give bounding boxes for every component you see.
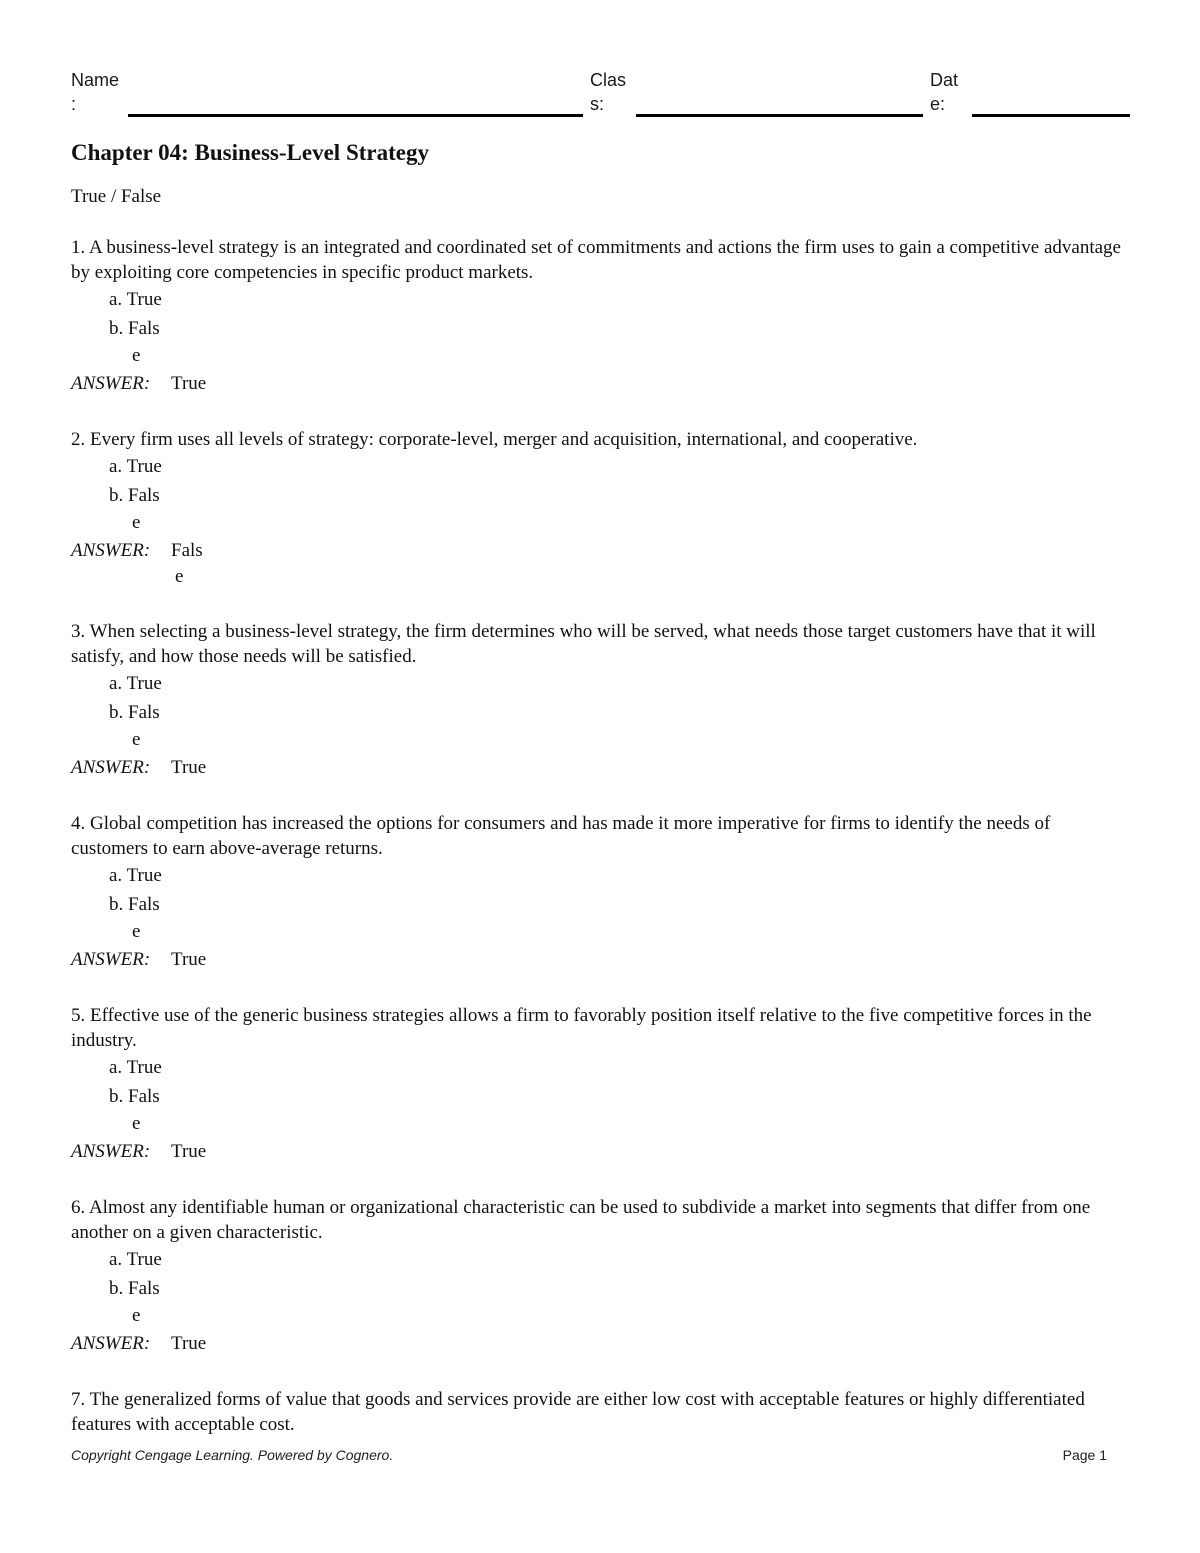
question-stem: 3. When selecting a business-level strategy, the firm determines who will be served, what needs those target customers have that it will satisfy, and how those needs will be satisfied. <box>71 621 1096 667</box>
answer-label: ANSWER: <box>71 1333 151 1354</box>
question-1 <box>71 235 1131 399</box>
option-true[interactable]: a. True <box>109 1249 162 1270</box>
answer-line <box>71 369 1131 399</box>
question-3 <box>71 619 1131 783</box>
option-true[interactable]: a. True <box>109 865 162 886</box>
class-label-part1: Clas <box>590 70 627 90</box>
answer-label: ANSWER: <box>71 1141 151 1162</box>
answer-label: ANSWER: <box>71 540 151 561</box>
section-heading: True / False <box>71 186 162 207</box>
question-stem: 4. Global competition has increased the options for consumers and has made it more imperative for firms to identify the needs of customers to earn above-average returns. <box>71 813 1051 859</box>
question-5 <box>71 1003 1131 1167</box>
answer-line <box>71 753 1131 783</box>
question-stem: 2. Every firm uses all levels of strategy: corporate-level, merger and acquisition, international, and cooperative. <box>71 429 918 450</box>
chapter-title: Chapter 04: Business-Level Strategy <box>71 140 429 165</box>
answer-line <box>71 1137 1131 1167</box>
page-number: Page 1 <box>1062 1447 1107 1463</box>
student-info-header <box>71 70 1131 126</box>
answer-value: True <box>171 1141 207 1162</box>
question-stem: 5. Effective use of the generic business strategies allows a firm to favorably position itself relative to the five competitive forces in the industry. <box>71 1005 1092 1051</box>
page-footer <box>71 1447 1107 1469</box>
option-false[interactable]: b. Fals e <box>109 1278 160 1326</box>
copyright-text: Copyright Cengage Learning. Powered by Cognero. <box>71 1447 394 1463</box>
class-label-part2: s: <box>590 94 605 114</box>
answer-line <box>71 1329 1131 1359</box>
question-stem: 7. The generalized forms of value that goods and services provide are either low cost with acceptable features or highly differentiated features with acceptable cost. <box>71 1389 1085 1435</box>
option-true[interactable]: a. True <box>109 289 162 310</box>
option-false[interactable]: b. Fals e <box>109 485 160 533</box>
name-blank-line[interactable] <box>128 114 583 117</box>
answer-line <box>71 945 1131 975</box>
question-6 <box>71 1195 1131 1359</box>
answer-label: ANSWER: <box>71 757 151 778</box>
answer-label: ANSWER: <box>71 949 151 970</box>
class-blank-line[interactable] <box>636 114 923 117</box>
answer-value: True <box>171 373 207 394</box>
question-stem: 1. A business-level strategy is an integrated and coordinated set of commitments and actions the firm uses to gain a competitive advantage by exploiting core competencies in specific product markets. <box>71 237 1121 283</box>
answer-value-part2: e <box>175 566 184 587</box>
answer-line <box>71 536 1131 592</box>
option-true[interactable]: a. True <box>109 1057 162 1078</box>
option-false[interactable]: b. Fals e <box>109 894 160 942</box>
option-false[interactable]: b. Fals e <box>109 318 160 366</box>
answer-value: True <box>171 757 207 778</box>
question-7 <box>71 1387 1131 1437</box>
option-false[interactable]: b. Fals e <box>109 702 160 750</box>
question-2 <box>71 427 1131 592</box>
name-label-part2: : <box>71 94 77 114</box>
option-false[interactable]: b. Fals e <box>109 1086 160 1134</box>
date-label-part1: Dat <box>930 70 959 90</box>
answer-value-part1: Fals <box>171 540 203 561</box>
date-label-part2: e: <box>930 94 946 114</box>
option-true[interactable]: a. True <box>109 456 162 477</box>
answer-label: ANSWER: <box>71 373 151 394</box>
answer-value: True <box>171 1333 207 1354</box>
option-true[interactable]: a. True <box>109 673 162 694</box>
question-stem: 6. Almost any identifiable human or organizational characteristic can be used to subdivide a market into segments that differ from one another on a given characteristic. <box>71 1197 1091 1243</box>
date-blank-line[interactable] <box>972 114 1130 117</box>
name-label-part1: Name <box>71 70 120 90</box>
question-4 <box>71 811 1131 975</box>
answer-value: True <box>171 949 207 970</box>
